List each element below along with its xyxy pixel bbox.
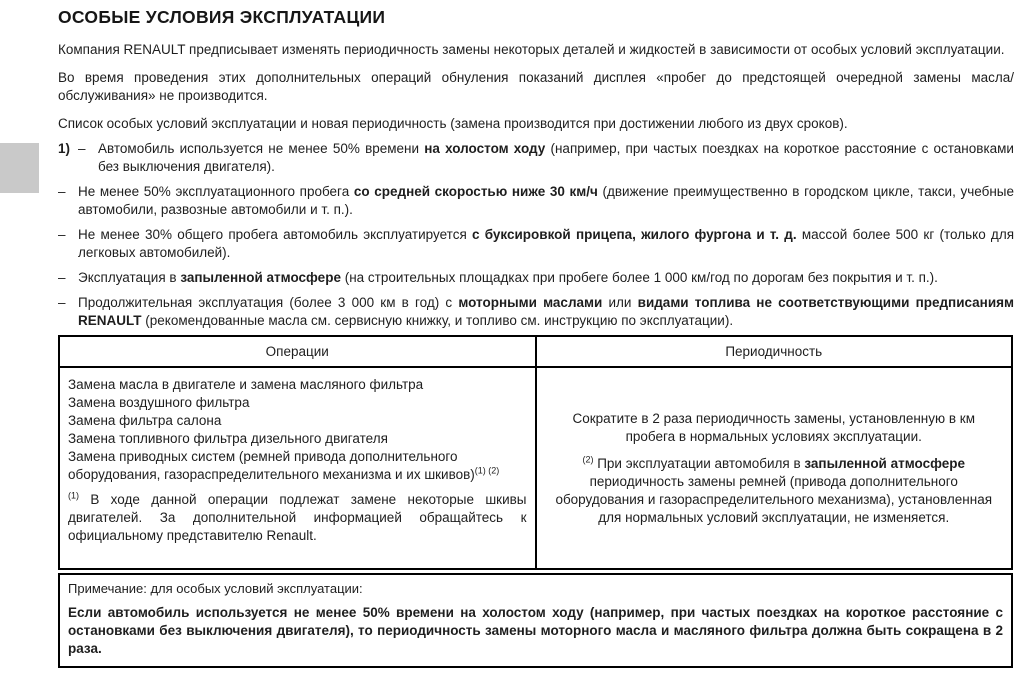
operation-line-2: Замена воздушного фильтра <box>68 395 250 410</box>
intro-paragraph-2: Во время проведения этих дополнительных операций обнуления показаний дисплея «пробег до предстоящей очередной замены масла/обслуживания» не производится. <box>58 70 1014 103</box>
table-header-row <box>59 336 1012 367</box>
maintenance-table <box>58 335 1013 570</box>
note-box <box>58 573 1013 668</box>
operation-line-5: Замена приводных систем (ремней привода дополнительного оборудования, газораспределительного механизма и их шкивов)$^{(1) (2)}$ <box>68 449 500 482</box>
condition-item-text: Автомобиль используется не менее 50% времени на холостом ходу (например, при частых поездках на короткое расстояние с остановками без выключения двигателя). <box>98 141 1014 174</box>
conditions-list <box>58 140 1014 330</box>
condition-item-text: Не менее 50% эксплуатационного пробега со средней скоростью ниже 30 км/ч (движение преимущественно в городском цикле, такси, учебные автомобили, развозные автомобили и т. п.). <box>78 184 1014 217</box>
condition-item-3 <box>58 226 1014 262</box>
operation-line-4: Замена топливного фильтра дизельного двигателя <box>68 431 388 446</box>
condition-item-2 <box>58 183 1014 219</box>
item-dash: – <box>58 227 66 242</box>
column-header-operations: Операции <box>59 336 536 367</box>
item-number: 1) <box>58 141 71 156</box>
periodicity-footnote: $^{(2)}$ При эксплуатации автомобиля в запыленной атмосфере периодичность замены ремней (привода дополнительного оборудования и газораспределительного механизма), установленная для нормальных условий эксплуатации, не изменяется. <box>555 454 993 525</box>
item-dash: – <box>58 270 66 285</box>
intro-paragraph-1: Компания RENAULT предписывает изменять периодичность замены некоторых деталей и жидкостей в зависимости от особых условий эксплуатации. <box>58 42 1005 57</box>
table-body-row <box>59 367 1012 569</box>
condition-item-1 <box>58 140 1014 176</box>
condition-item-4 <box>58 269 1014 287</box>
note-label: Примечание: для особых условий эксплуатации: <box>68 581 363 596</box>
note-text: Если автомобиль используется не менее 50% времени на холостом ходу (например, при частых поездках на короткое расстояние с остановками без выключения двигателя), то периодичность замены моторного масла и масляного фильтра должна быть сокращена в 2 раза. <box>68 605 1003 656</box>
item-dash: – <box>78 141 86 156</box>
intro-paragraph-3: Список особых условий эксплуатации и новая периодичность (замена производится при достижении любого из двух сроков). <box>58 116 848 131</box>
column-header-periodicity: Периодичность <box>536 336 1013 367</box>
page-title: ОСОБЫЕ УСЛОВИЯ ЭКСПЛУАТАЦИИ <box>58 7 386 27</box>
periodicity-cell <box>536 367 1013 569</box>
operation-line-3: Замена фильтра салона <box>68 413 222 428</box>
page-edge-tab <box>0 143 39 193</box>
condition-item-text: Не менее 30% общего пробега автомобиль эксплуатируется с буксировкой прицепа, жилого фургона и т. д. массой более 500 кг (только для легковых автомобилей). <box>78 227 1015 260</box>
condition-item-text: Эксплуатация в запыленной атмосфере (на строительных площадках при пробеге более 1 000 км/год по дорогам без покрытия и т. п.). <box>78 270 938 285</box>
condition-item-text: Продолжительная эксплуатация (более 3 000 км в год) с моторными маслами или видами топлива не соответствующими предписаниям RENAULT (рекомендованные масла см. сервисную книжку, и топливо см. инструкцию по эксплуатации). <box>78 295 1014 328</box>
condition-item-5 <box>58 294 1014 330</box>
operation-line-1: Замена масла в двигателе и замена масляного фильтра <box>68 377 424 392</box>
operations-cell <box>59 367 536 569</box>
item-dash: – <box>58 184 66 199</box>
operations-footnote: $^{(1)}$ В ходе данной операции подлежат замене некоторые шкивы двигателей. За дополнительной информацией обращайтесь к официальному представителю Renault. <box>68 490 527 543</box>
periodicity-text: Сократите в 2 раза периодичность замены, установленную в км пробега в нормальных условиях эксплуатации. <box>572 410 975 444</box>
page-content <box>58 0 1014 668</box>
item-dash: – <box>58 295 66 310</box>
